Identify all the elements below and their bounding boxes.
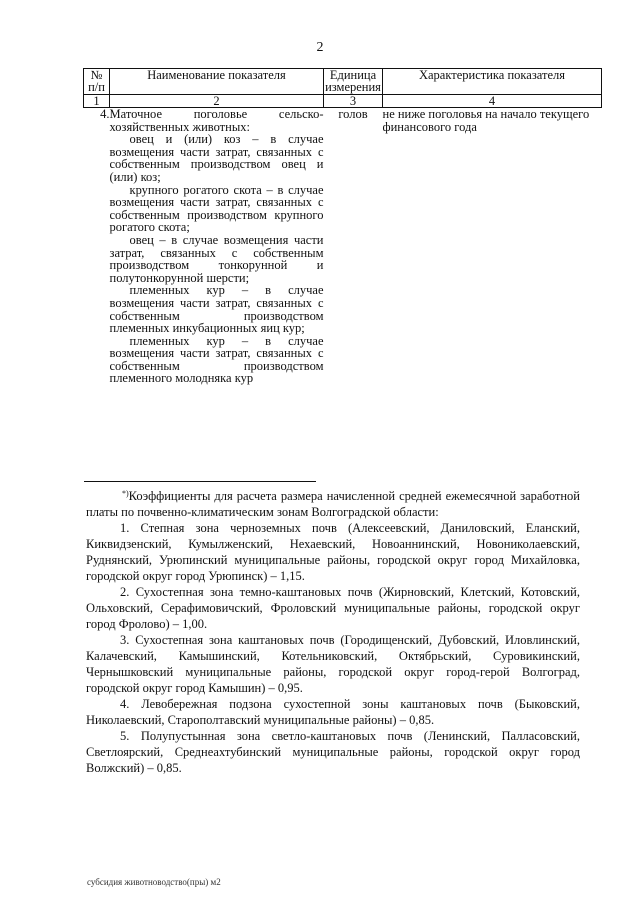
footnote-intro-text: Коэффициенты для расчета размера начисленной средней ежемесячной заработной платы по почвенно-климатическим зонам Волгоградской области: (86, 489, 580, 519)
indicator-item: племенных кур – в случае возмещения части затрат, связанных с собственным производством племенного молодняка кур (109, 333, 324, 386)
index-cell: 4 (383, 95, 602, 108)
footnote (86, 486, 580, 776)
footnote-divider (84, 481, 316, 482)
unit-value: голов (338, 107, 368, 121)
indicator-name (110, 108, 324, 386)
zone-item: 4. Левобережная подзона сухостепной зоны каштановых почв (Быковский, Николаевский, Старополтавский муниципальные районы) – 0,85. (86, 697, 580, 727)
row-number: 4. (100, 107, 110, 121)
header-characteristic: Характеристика показателя (383, 69, 602, 95)
header-indicator-name: Наименование показателя (110, 69, 324, 95)
page-number: 2 (316, 40, 324, 55)
table-header-row (84, 69, 602, 95)
table-row (84, 108, 602, 386)
characteristic-value: не ниже поголовья на начало текущего финансового года (382, 107, 590, 134)
zone-item: 3. Сухостепная зона каштановых почв (Городищенский, Дубовский, Иловлинский, Калачевский, Камышинский, Котельниковский, Октябрьский, Суровикинский, Чернышковский муниципальные районы, городской округ город-герой Волгоград, городской округ город Камышин) – 0,95. (86, 633, 580, 695)
header-number: № п/п (84, 69, 110, 95)
index-cell: 1 (84, 95, 110, 108)
indicator-item: крупного рогатого скота – в случае возмещения части затрат, связанных с собственным производством крупного рогатого скота; (109, 182, 324, 235)
zone-item: 1. Степная зона черноземных почв (Алексеевский, Даниловский, Еланский, Киквидзенский, Кумылженский, Нехаевский, Новоаннинский, Новониколаевский, Руднянский, Урюпинский муниципальные районы, городской округ город Михайловка, городской округ город Урюпинск) – 1,15. (86, 521, 580, 583)
indicator-item: племенных кур – в случае возмещения части затрат, связанных с собственным производством племенных инкубационных яиц кур; (109, 283, 324, 336)
zone-item: 2. Сухостепная зона темно-каштановых почв (Жирновский, Клетский, Котовский, Ольховский, Серафимовичский, Фроловский муниципальные районы, городской округ город Фролово) – 1,00. (86, 585, 580, 631)
footer-filename: субсидия животноводство(пры) м2 (87, 877, 221, 887)
indicator-item: овец – в случае возмещения части затрат, связанных с собственным производством тонкорунной и полутонкорунной шерсти; (109, 232, 324, 285)
index-cell: 2 (110, 95, 324, 108)
header-unit: Единица измерения (325, 68, 381, 94)
index-cell: 3 (324, 95, 383, 108)
zone-item: 5. Полупустынная зона светло-каштановых почв (Ленинский, Палласовский, Светлоярский, Среднеахтубинский муниципальные районы, городской округ город Волжский) – 0,85. (86, 729, 580, 775)
indicators-table (83, 68, 602, 385)
footnote-marker: *) (122, 489, 129, 498)
table-index-row (84, 95, 602, 108)
indicator-lead: Маточное поголовье сельско-хозяйственных животных: (109, 107, 324, 134)
footnote-intro (86, 486, 580, 520)
indicator-item: овец и (или) коз – в случае возмещения части затрат, связанных с собственным производством овец и (или) коз; (109, 132, 324, 184)
